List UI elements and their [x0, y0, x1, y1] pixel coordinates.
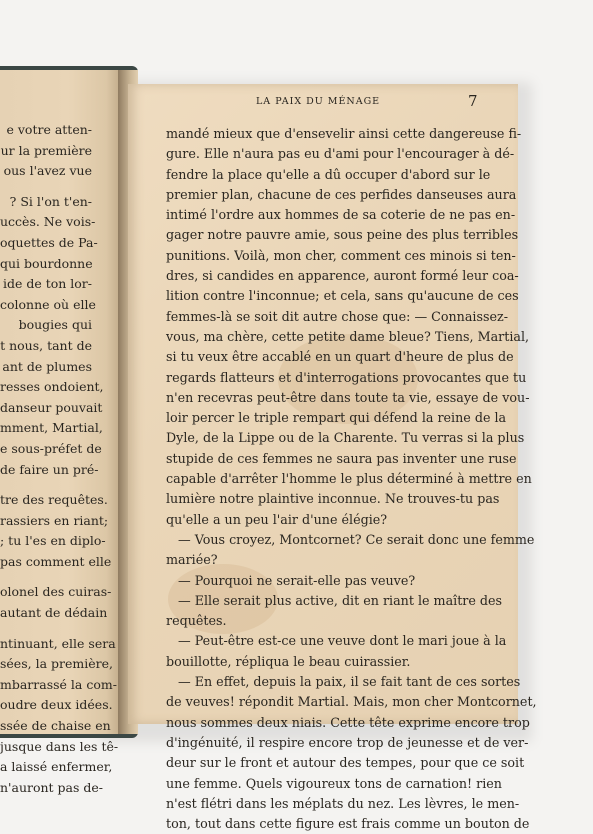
left-page	[0, 70, 125, 795]
text-line: bouillotte, répliqua le beau cuirassier.	[166, 653, 411, 669]
text-line: autant de dédain	[0, 605, 108, 621]
running-head: LA PAIX DU MÉNAGE	[256, 96, 381, 107]
text-line: e votre atten-	[6, 122, 92, 137]
text-line: tre des requêtes.	[0, 492, 108, 508]
text-line: a laissé enfermer,	[0, 759, 113, 775]
text-line: ur la première	[0, 142, 92, 158]
text-line: loir percer le triple rempart qui défend la reine de la	[166, 410, 507, 426]
text-line: de veuves! répondit Martial. Mais, mon cher Montcornet,	[166, 694, 537, 710]
text-line: ous l'avez vue	[3, 163, 92, 179]
text-line: ; tu l'es en diplo-	[0, 533, 106, 549]
text-line: olonel des cuiras-	[0, 584, 112, 600]
text-line: d'ingénuité, il respire encore trop de jeunesse et de ver-	[166, 734, 529, 750]
text-line: t nous, tant de	[0, 337, 92, 353]
text-line: — Vous croyez, Montcornet? Ce serait donc une femme	[178, 531, 535, 547]
left-page-text	[0, 120, 120, 798]
right-page-text	[166, 124, 537, 834]
text-line	[0, 182, 120, 192]
text-line: vous, ma chère, cette petite dame bleue? Tiens, Martial,	[166, 328, 530, 344]
text-line: ssée de chaise en	[0, 718, 111, 734]
text-line: ? Si l'on t'en-	[9, 193, 92, 209]
text-line: qui bourdonne	[0, 255, 93, 271]
text-line: une femme. Quels vigoureux tons de carnation! rien	[166, 775, 502, 791]
text-line: punitions. Voilà, mon cher, comment ces minois si ten-	[166, 247, 516, 263]
text-line: qu'elle a un peu l'air d'une élégie?	[166, 511, 388, 527]
text-line: premier plan, chacune de ces perfides danseuses aura	[166, 186, 517, 202]
text-line: dres, si candides en apparence, auront formé leur coa-	[166, 268, 519, 284]
text-line	[0, 480, 120, 490]
text-line: mment, Martial,	[0, 420, 103, 436]
text-line: lumière notre plaintive inconnue. Ne trouves-tu pas	[166, 491, 500, 507]
text-line: — Elle serait plus active, dit en riant le maître des	[178, 592, 503, 608]
text-line: oquettes de Pa-	[0, 234, 98, 250]
text-line: intimé l'ordre aux hommes de sa coterie de ne pas en-	[166, 207, 516, 223]
text-line	[0, 572, 120, 582]
text-line: pas comment elle	[0, 553, 112, 569]
text-line: uccès. Ne vois-	[0, 214, 96, 230]
text-line: — En effet, depuis la paix, il se fait tant de ces sortes	[178, 674, 521, 690]
text-line: danseur pouvait	[0, 399, 103, 415]
text-line: n'est flétri dans les méplats du nez. Les lèvres, le men-	[166, 795, 520, 811]
text-line: Dyle, de la Lippe ou de la Charente. Tu verras si la plus	[166, 430, 525, 446]
text-line: ide de ton lor-	[2, 276, 92, 292]
text-line: capable d'arrêter l'homme le plus déterminé à mettre en	[166, 471, 532, 487]
right-page	[128, 84, 537, 832]
text-line: rassiers en riant;	[0, 512, 109, 528]
text-line: ton, tout dans cette figure est frais comme un bouton de	[166, 816, 530, 832]
text-line: ant de plumes	[2, 358, 92, 374]
text-line: requêtes.	[166, 613, 227, 629]
text-line: si tu veux être accablé en un quart d'heure de plus de	[166, 349, 514, 365]
text-line: e sous-préfet de	[0, 440, 102, 456]
text-line: regards flatteurs et d'interrogations provocantes que tu	[166, 369, 527, 385]
text-line: mariée?	[166, 552, 218, 568]
text-line: nous sommes deux niais. Cette tête exprime encore trop	[166, 714, 530, 730]
text-line: deur sur le front et autour des tempes, pour que ce soit	[166, 755, 525, 771]
text-line: fendre la place qu'elle a dû occuper d'abord sur le	[166, 166, 491, 182]
text-line: sées, la première,	[0, 656, 113, 672]
text-line: gager notre pauvre amie, sous peine des plus terribles	[166, 227, 519, 243]
text-line: resses ondoient,	[0, 379, 104, 395]
page-number: 7	[468, 92, 478, 110]
text-line: jusque dans les tê-	[0, 738, 119, 754]
text-line: gure. Elle n'aura pas eu d'ami pour l'encourager à dé-	[166, 146, 515, 162]
text-line: femmes-là se soit dit autre chose que: — Connaissez-	[166, 308, 508, 324]
text-line: — Pourquoi ne serait-elle pas veuve?	[178, 572, 416, 588]
text-line: lition contre l'inconnue; et cela, sans qu'aucune de ces	[166, 288, 519, 304]
text-line: mbarrassé la com-	[0, 676, 117, 692]
text-line: mandé mieux que d'ensevelir ainsi cette dangereuse fi-	[166, 126, 522, 141]
text-line: n'en recevras peut-être dans toute ta vie, essaye de vou-	[166, 389, 530, 405]
text-line: n'auront pas de-	[0, 779, 104, 795]
text-line	[0, 624, 120, 634]
text-line: colonne où elle	[0, 296, 96, 312]
text-line: de faire un pré-	[0, 461, 99, 477]
text-line: oudre deux idées.	[0, 697, 113, 713]
text-line: bougies qui	[18, 317, 92, 333]
text-line: — Peut-être est-ce une veuve dont le mari joue à la	[178, 633, 507, 649]
text-line: ntinuant, elle sera	[0, 635, 116, 651]
text-line: stupide de ces femmes ne saura pas inventer une ruse	[166, 450, 517, 466]
